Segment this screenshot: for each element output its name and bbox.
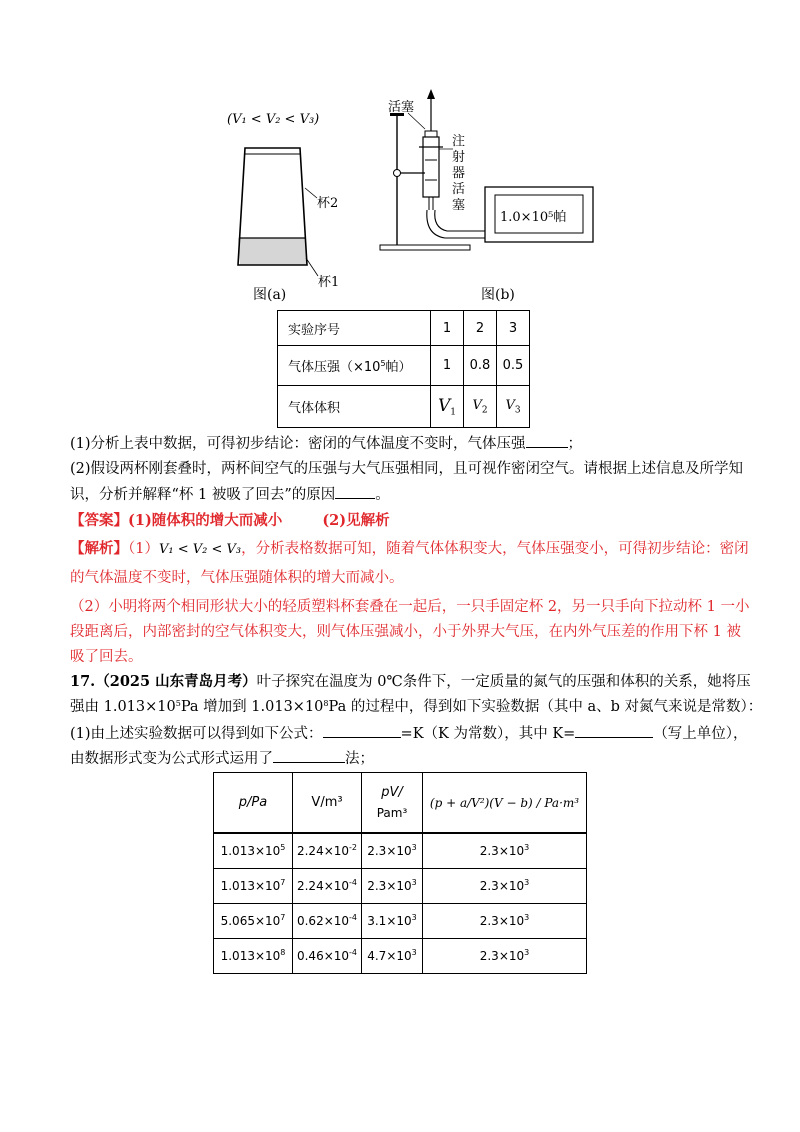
figure-a-condition: (V₁ < V₂ < V₃) [227,112,320,127]
table-cell: 0.5 [497,346,530,386]
table-cell: $2.3\times 10^3$ [423,834,587,869]
header-v: V/m³ [293,773,362,833]
question-17-line2: 强由 $1.013\times 10^5Pa$ 增加到 $1.013\times 10^8Pa$ 的过程中，得到如下实验数据（其中 a、b 对氮气来说是常数）： [70,699,763,715]
table-cell: 0.8 [464,346,497,386]
table-cell: 1 [431,346,464,386]
table-row [278,311,530,346]
table-cell: $2.24\times 10^{-2}$ [293,834,362,869]
table-cell: $0.62\times 10^{-4}$ [293,904,362,939]
table-cell: 实验序号 [278,311,431,346]
table-cell: $2.24\times 10^{-4}$ [293,869,362,904]
answer-line: 【答案】(1)随体积的增大而减小 (2)见解析 [70,512,390,529]
question-2-line2: 识，分析并解释“杯 1 被吸了回去”的原因 。 [70,484,390,505]
table-cell: $1.013\times 10^7$ [214,869,293,904]
header-p: p/Pa [214,773,293,833]
table-cell: 2 [464,311,497,346]
syringe-piston-label: 注射器活塞 [452,134,466,213]
table-cell: $2.3\times 10^3$ [362,869,423,904]
answer-blank [273,748,345,763]
figure-a [215,108,350,303]
data-table-2-body [213,833,587,974]
answer-blank [323,723,401,738]
table-cell: $5.065\times 10^7$ [214,904,293,939]
answer-blank [526,433,568,448]
cup2-label: 杯2 [317,196,339,211]
table-cell: $V_1$ [431,386,464,428]
analysis-line5: 吸了回去。 [70,649,143,665]
meter-reading: 1.0×10⁵帕 [500,210,567,225]
table-cell: 3 [497,311,530,346]
data-table-1 [277,310,530,428]
answer-blank [575,723,653,738]
table-row [214,869,587,904]
table-cell: $0.46\times 10^{-4}$ [293,939,362,974]
question-1: (1)分析上表中数据，可得初步结论：密闭的气体温度不变时，气体压强 ； [70,433,582,454]
table-row [278,386,530,428]
data-table-2 [213,772,587,833]
table-row [278,346,530,386]
table-header-row [214,773,587,833]
question-17-line3: (1)由上述实验数据可以得到如下公式： =K（K 为常数），其中 K= （写上单位）， [70,723,748,744]
table-cell: 1 [431,311,464,346]
table-cell: $V_2$ [464,386,497,428]
question-17-line4: 由数据形式变为公式形式运用了 法； [70,748,374,769]
table-cell: $1.013\times 10^5$ [214,834,293,869]
table-row [214,939,587,974]
table-cell: $3.1\times 10^3$ [362,904,423,939]
analysis-line2: 的气体温度不变时，气体压强随体积的增大而减小。 [70,570,404,586]
table-cell: $1.013\times 10^8$ [214,939,293,974]
table-cell: $2.3\times 10^3$ [423,939,587,974]
answer-blank [335,484,375,499]
analysis-line1: 【解析】（1）V₁ < V₂ < V₃，分析表格数据可知，随着气体体积变大，气体压强变小，可得初步结论：密闭 [70,540,749,557]
question-17-line1: 17.（2025 山东青岛月考）叶子探究在温度为 0℃条件下，一定质量的氮气的压强和体积的关系，她将压 [70,673,751,690]
table-cell: $4.7\times 10^3$ [362,939,423,974]
question-2-line1: (2)假设两杯刚套叠时，两杯间空气的压强与大气压强相同，且可视作密闭空气。请根据上述信息及所学知 [70,461,744,477]
header-formula: (p + a/V²)(V − b) / Pa·m³ [423,773,587,833]
cup1-label: 杯1 [318,275,340,290]
table-cell: $V_3$ [497,386,530,428]
table-row [214,904,587,939]
piston-label: 活塞 [388,100,415,115]
analysis-line3: （2）小明将两个相同形状大小的轻质塑料杯套叠在一起后，一只手固定杯 2，另一只手向下拉动杯 1 一小 [70,599,750,615]
table-row [214,834,587,869]
header-pv: pV/ Pam³ [362,773,423,833]
table-cell: $2.3\times 10^3$ [423,904,587,939]
figure-b-caption: 图(b) [481,287,515,303]
table-cell: 气体压强（$\times 10^5$帕） [278,346,431,386]
analysis-line4: 段距离后，内部密封的空气体积变大，则气体压强减小，小于外界大气压，在内外气压差的作用下杯 1 被 [70,624,741,640]
table-cell: $2.3\times 10^3$ [362,834,423,869]
table-cell: 气体体积 [278,386,431,428]
table-cell: $2.3\times 10^3$ [423,869,587,904]
figure-a-caption: 图(a) [253,287,287,303]
